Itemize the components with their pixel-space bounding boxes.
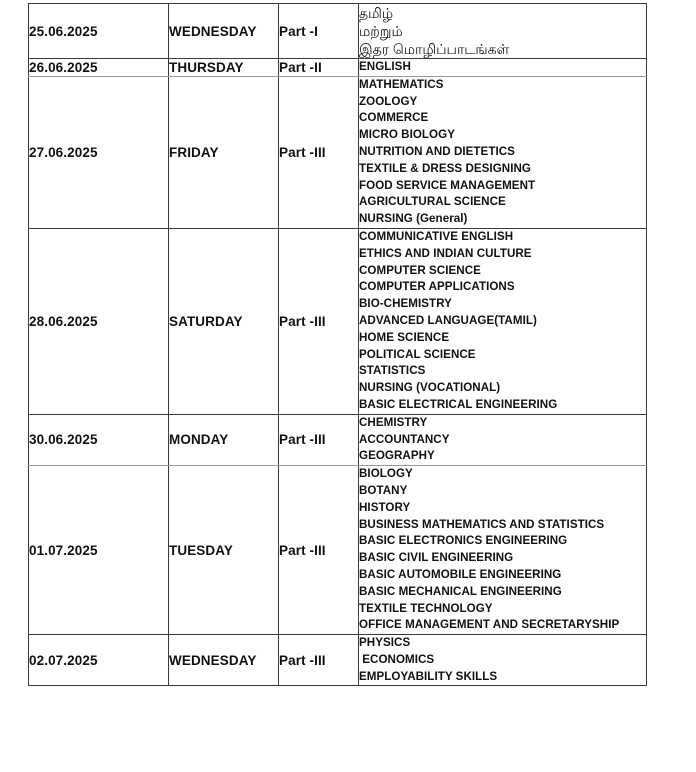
subject-item: TEXTILE TECHNOLOGY (359, 601, 493, 615)
subject-item: POLITICAL SCIENCE (359, 347, 476, 361)
table-row (29, 228, 647, 414)
exam-part-cell: Part -III (279, 635, 359, 686)
subject-item: HOME SCIENCE (359, 330, 450, 344)
exam-subjects-cell (359, 76, 647, 228)
exam-part-cell: Part -III (279, 414, 359, 465)
exam-date-cell: 30.06.2025 (29, 414, 169, 465)
subject-item: CHEMISTRY (359, 415, 428, 429)
subject-item: ACCOUNTANCY (359, 432, 450, 446)
exam-day-cell: THURSDAY (169, 59, 279, 77)
subject-item: TEXTILE & DRESS DESIGNING (359, 161, 531, 175)
exam-subjects-cell (359, 466, 647, 635)
subject-item: PHYSICS (359, 636, 411, 650)
subject-item: NUTRITION AND DIETETICS (359, 144, 515, 158)
subject-item: ETHICS AND INDIAN CULTURE (359, 246, 532, 260)
table-row (29, 414, 647, 465)
subject-item: GEOGRAPHY (359, 449, 435, 463)
exam-day-cell: SATURDAY (169, 228, 279, 414)
exam-date-cell: 25.06.2025 (29, 4, 169, 59)
subject-list (359, 229, 646, 414)
subject-item: BASIC ELECTRONICS ENGINEERING (359, 534, 568, 548)
exam-part-cell: Part -III (279, 466, 359, 635)
subject-item: EMPLOYABILITY SKILLS (359, 669, 498, 683)
table-row (29, 59, 647, 77)
exam-date-cell: 02.07.2025 (29, 635, 169, 686)
exam-timetable (28, 3, 647, 686)
table-row (29, 76, 647, 228)
exam-day-cell: WEDNESDAY (169, 635, 279, 686)
subject-item: BUSINESS MATHEMATICS AND STATISTICS (359, 517, 605, 531)
subject-item: COMMERCE (359, 111, 429, 125)
subject-item: STATISTICS (359, 364, 426, 378)
subject-item: BIOLOGY (359, 467, 413, 481)
exam-date-cell: 26.06.2025 (29, 59, 169, 77)
exam-date-cell: 27.06.2025 (29, 76, 169, 228)
table-row (29, 466, 647, 635)
subject-item: AGRICULTURAL SCIENCE (359, 195, 506, 209)
exam-part-cell: Part -I (279, 4, 359, 59)
subject-item: COMPUTER SCIENCE (359, 263, 481, 277)
subject-item: BASIC CIVIL ENGINEERING (359, 551, 514, 565)
subject-item: ADVANCED LANGUAGE(TAMIL) (359, 313, 537, 327)
exam-subjects-cell (359, 414, 647, 465)
exam-date-cell: 28.06.2025 (29, 228, 169, 414)
table-row (29, 4, 647, 59)
subject-item: BASIC ELECTRICAL ENGINEERING (359, 397, 558, 411)
exam-part-cell: Part -III (279, 76, 359, 228)
subject-item: BOTANY (359, 483, 408, 497)
subject-list (359, 635, 646, 685)
subject-item: BASIC AUTOMOBILE ENGINEERING (359, 567, 562, 581)
exam-subjects-cell (359, 228, 647, 414)
exam-day-cell: FRIDAY (169, 76, 279, 228)
subject-item: ECONOMICS (359, 652, 435, 666)
subject-item: ZOOLOGY (359, 94, 418, 108)
subject-item: COMMUNICATIVE ENGLISH (359, 229, 514, 243)
exam-part-cell: Part -II (279, 59, 359, 77)
subject-item: BIO-CHEMISTRY (359, 297, 452, 311)
subject-list (359, 59, 646, 76)
subject-item: MICRO BIOLOGY (359, 128, 455, 142)
tamil-subject-line: தமிழ் (359, 5, 394, 21)
subject-list (359, 466, 646, 634)
tamil-subject-block (359, 4, 646, 58)
exam-day-cell: TUESDAY (169, 466, 279, 635)
exam-subjects-cell (359, 59, 647, 77)
exam-subjects-cell (359, 635, 647, 686)
exam-day-cell: WEDNESDAY (169, 4, 279, 59)
subject-item: ENGLISH (359, 60, 411, 73)
subject-item: NURSING (VOCATIONAL) (359, 381, 501, 395)
subject-list (359, 415, 646, 465)
subject-item: COMPUTER APPLICATIONS (359, 280, 515, 294)
exam-day-cell: MONDAY (169, 414, 279, 465)
subject-item: HISTORY (359, 500, 411, 514)
tamil-subject-line: இதர மொழிப்பாடங்கள் (359, 41, 510, 57)
subject-item: BASIC MECHANICAL ENGINEERING (359, 584, 562, 598)
subject-item: OFFICE MANAGEMENT AND SECRETARYSHIP (359, 618, 620, 632)
table-row (29, 635, 647, 686)
exam-date-cell: 01.07.2025 (29, 466, 169, 635)
exam-subjects-cell (359, 4, 647, 59)
subject-list (359, 77, 646, 228)
subject-item: FOOD SERVICE MANAGEMENT (359, 178, 536, 192)
tamil-subject-line: மற்றும் (359, 23, 403, 39)
subject-item: NURSING (General) (359, 212, 468, 226)
subject-item: MATHEMATICS (359, 77, 444, 91)
timetable-body (29, 4, 647, 686)
exam-part-cell: Part -III (279, 228, 359, 414)
